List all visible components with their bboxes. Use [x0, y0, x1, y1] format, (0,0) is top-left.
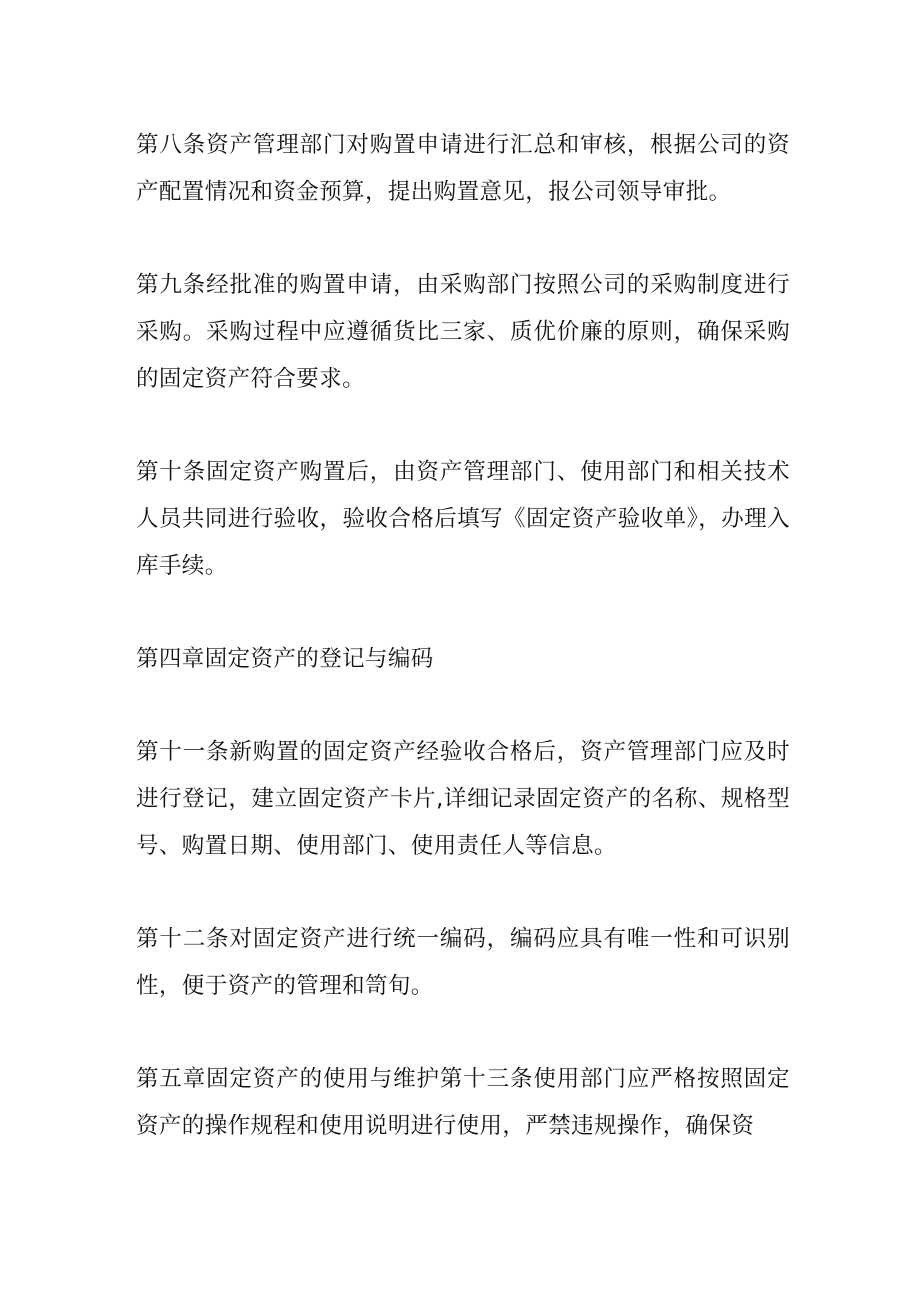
- paragraph-chapter-5-article-13: 第五章固定资产的使用与维护第十三条使用部门应严格按照固定资产的操作规程和使用说明进行使用，严禁违规操作，确保资: [136, 1066, 790, 1139]
- paragraph-article-9: 第九条经批准的购置申请，由采购部门按照公司的采购制度进行采购。采购过程中应遵循货比三家、质优价廉的原则，确保采购的固定资产符合要求。: [136, 272, 790, 392]
- chapter-heading-4: 第四章固定资产的登记与编码: [136, 646, 434, 672]
- paragraph-article-10: 第十条固定资产购置后，由资产管理部门、使用部门和相关技术人员共同进行验收，验收合格后填写《固定资产验收单》，办理入库手续。: [136, 459, 790, 579]
- paragraph-article-8: 第八条资产管理部门对购置申请进行汇总和审核，根据公司的资产配置情况和资金预算，提出购置意见，报公司领导审批。: [136, 132, 790, 205]
- paragraph-article-12: 第十二条对固定资产进行统一编码，编码应具有唯一性和可识别性，便于资产的管理和笥旬。: [136, 926, 790, 999]
- paragraph-article-11: 第十一条新购置的固定资产经验收合格后，资产管理部门应及时进行登记，建立固定资产卡片,详细记录固定资产的名称、规格型号、购置日期、使用部门、使用责任人等信息。: [136, 739, 790, 859]
- document-body: [136, 122, 790, 1196]
